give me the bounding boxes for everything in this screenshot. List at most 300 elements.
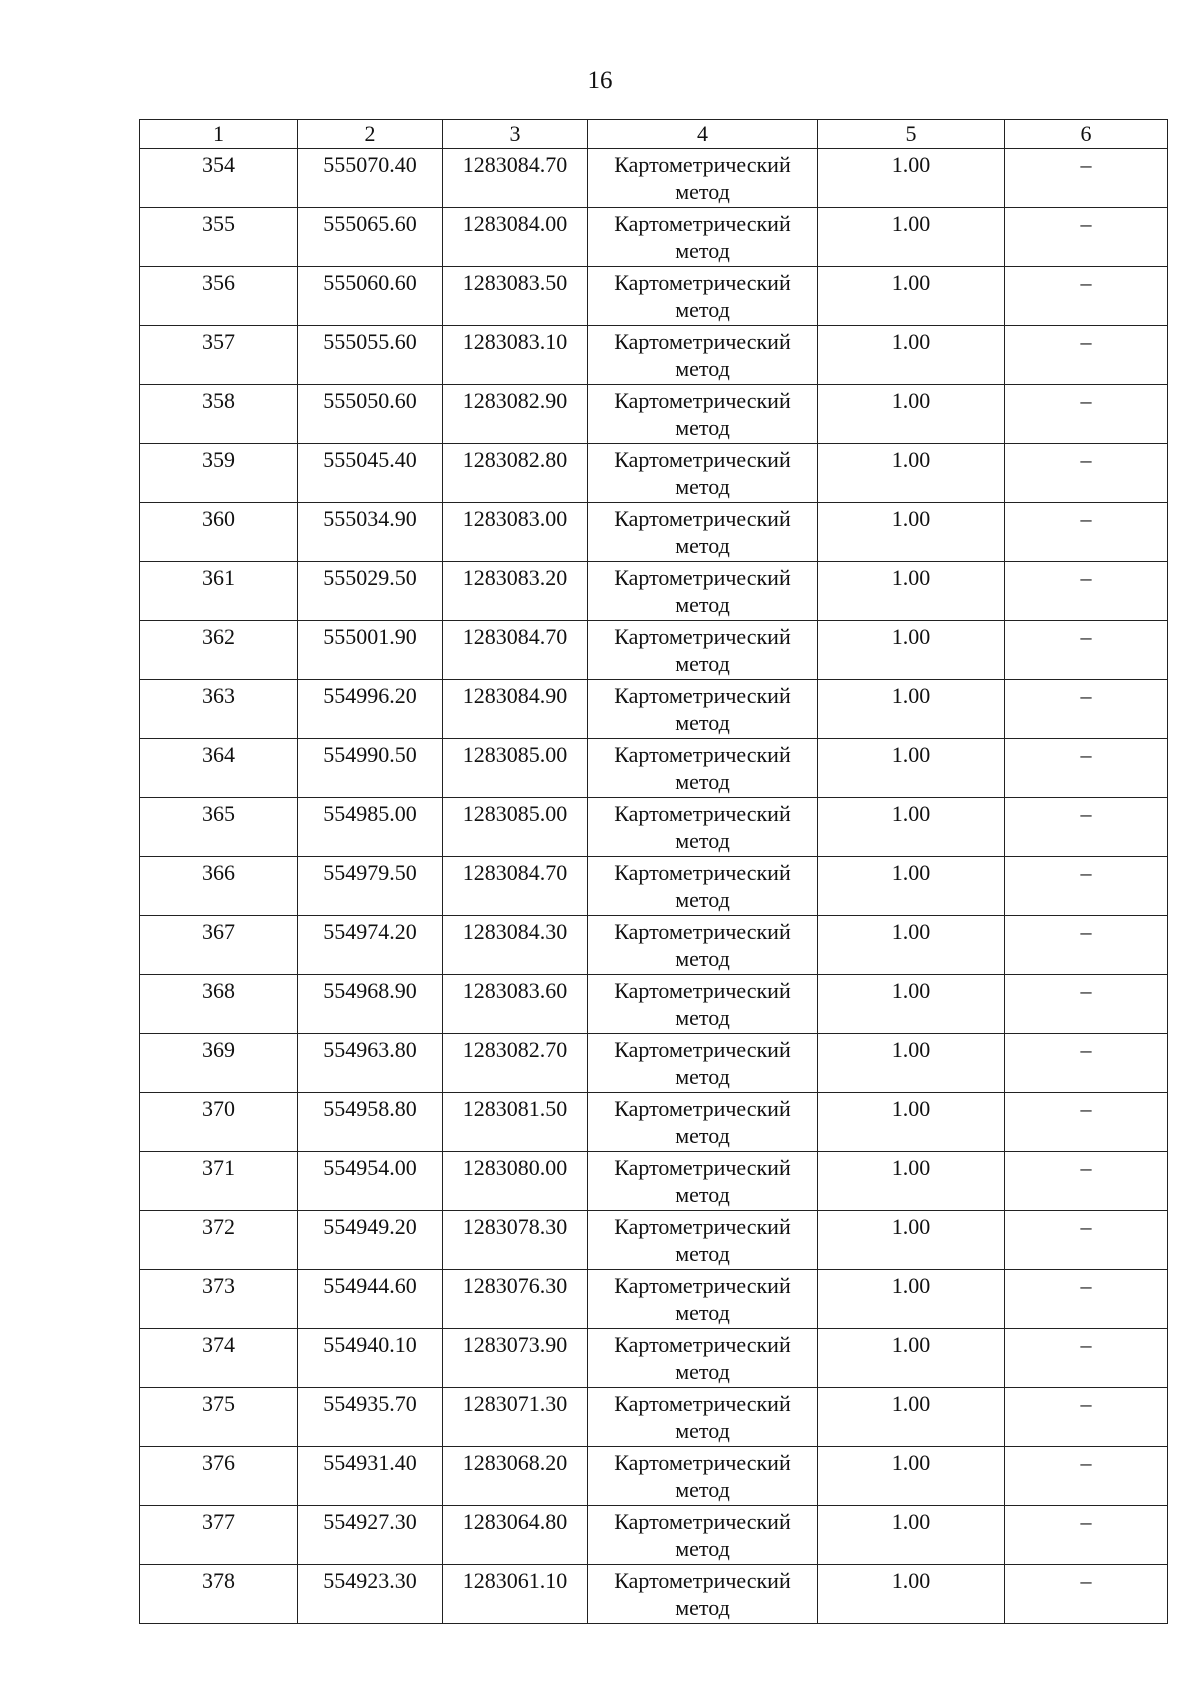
- x-coordinate-cell-text: 555050.60: [323, 388, 417, 413]
- note-cell-text: –: [1080, 565, 1092, 590]
- method-cell: [588, 1447, 818, 1506]
- method-cell-text: Картометрический метод: [614, 742, 791, 794]
- y-coordinate-cell-text: 1283084.00: [462, 211, 568, 236]
- x-coordinate-cell-text: 554968.90: [323, 978, 417, 1003]
- table-row: [140, 208, 1168, 267]
- note-cell: [1005, 1388, 1168, 1447]
- method-cell: [588, 149, 818, 208]
- note-cell: [1005, 267, 1168, 326]
- point-number-cell-text: 357: [202, 329, 235, 354]
- method-cell: [588, 1211, 818, 1270]
- y-coordinate-cell: [443, 1329, 588, 1388]
- x-coordinate-cell: [298, 1388, 443, 1447]
- method-cell-text: Картометрический метод: [614, 860, 791, 912]
- point-number-cell-text: 363: [202, 683, 235, 708]
- y-coordinate-cell-text: 1283076.30: [462, 1273, 568, 1298]
- note-cell-text: –: [1080, 801, 1092, 826]
- y-coordinate-cell: [443, 503, 588, 562]
- note-cell: [1005, 1565, 1168, 1624]
- accuracy-cell: [818, 149, 1005, 208]
- x-coordinate-cell: [298, 444, 443, 503]
- accuracy-cell-text: 1.00: [891, 919, 931, 944]
- method-cell-text: Картометрический метод: [614, 1391, 791, 1443]
- x-coordinate-cell-text: 554979.50: [323, 860, 417, 885]
- point-number-cell: [140, 739, 298, 798]
- y-coordinate-cell-text: 1283085.00: [462, 801, 568, 826]
- y-coordinate-cell: [443, 1506, 588, 1565]
- accuracy-cell-text: 1.00: [891, 1155, 931, 1180]
- method-cell: [588, 1034, 818, 1093]
- note-cell-text: –: [1080, 506, 1092, 531]
- point-number-cell: [140, 680, 298, 739]
- y-coordinate-cell: [443, 1270, 588, 1329]
- table-row: [140, 444, 1168, 503]
- accuracy-cell: [818, 1506, 1005, 1565]
- x-coordinate-cell-text: 554931.40: [323, 1450, 417, 1475]
- method-cell-text: Картометрический метод: [614, 801, 791, 853]
- table-row: [140, 1565, 1168, 1624]
- x-coordinate-cell: [298, 1093, 443, 1152]
- method-cell-text: Картометрический метод: [614, 565, 791, 617]
- x-coordinate-cell: [298, 680, 443, 739]
- x-coordinate-cell: [298, 1506, 443, 1565]
- method-cell: [588, 1388, 818, 1447]
- x-coordinate-cell-text: 554935.70: [323, 1391, 417, 1416]
- note-cell: [1005, 798, 1168, 857]
- x-coordinate-cell: [298, 1034, 443, 1093]
- accuracy-cell-text: 1.00: [891, 447, 931, 472]
- point-number-cell: [140, 798, 298, 857]
- accuracy-cell: [818, 1388, 1005, 1447]
- accuracy-cell-text: 1.00: [891, 742, 931, 767]
- method-cell-text: Картометрический метод: [614, 1568, 791, 1620]
- method-cell: [588, 621, 818, 680]
- point-number-cell: [140, 503, 298, 562]
- point-number-cell: [140, 326, 298, 385]
- point-number-cell: [140, 1388, 298, 1447]
- y-coordinate-cell-text: 1283084.70: [462, 624, 568, 649]
- y-coordinate-cell-text: 1283080.00: [462, 1155, 568, 1180]
- note-cell: [1005, 503, 1168, 562]
- y-coordinate-cell-text: 1283081.50: [462, 1096, 568, 1121]
- point-number-cell: [140, 444, 298, 503]
- point-number-cell-text: 377: [202, 1509, 235, 1534]
- accuracy-cell-text: 1.00: [891, 388, 931, 413]
- note-cell: [1005, 149, 1168, 208]
- y-coordinate-cell-text: 1283084.70: [462, 152, 568, 177]
- note-cell: [1005, 444, 1168, 503]
- x-coordinate-cell: [298, 916, 443, 975]
- table-row: [140, 326, 1168, 385]
- y-coordinate-cell-text: 1283064.80: [462, 1509, 568, 1534]
- method-cell-text: Картометрический метод: [614, 1450, 791, 1502]
- y-coordinate-cell: [443, 857, 588, 916]
- accuracy-cell: [818, 208, 1005, 267]
- y-coordinate-cell: [443, 208, 588, 267]
- accuracy-cell-text: 1.00: [891, 1037, 931, 1062]
- x-coordinate-cell-text: 555001.90: [323, 624, 417, 649]
- y-coordinate-cell-text: 1283083.60: [462, 978, 568, 1003]
- table-row: [140, 562, 1168, 621]
- accuracy-cell: [818, 798, 1005, 857]
- method-cell: [588, 975, 818, 1034]
- x-coordinate-cell-text: 554958.80: [323, 1096, 417, 1121]
- method-cell-text: Картометрический метод: [614, 919, 791, 971]
- accuracy-cell-text: 1.00: [891, 565, 931, 590]
- note-cell: [1005, 1447, 1168, 1506]
- note-cell: [1005, 562, 1168, 621]
- x-coordinate-cell: [298, 739, 443, 798]
- point-number-cell-text: 360: [202, 506, 235, 531]
- note-cell-text: –: [1080, 1096, 1092, 1121]
- point-number-cell-text: 366: [202, 860, 235, 885]
- point-number-cell-text: 378: [202, 1568, 235, 1593]
- table-row: [140, 503, 1168, 562]
- point-number-cell: [140, 562, 298, 621]
- y-coordinate-cell: [443, 326, 588, 385]
- y-coordinate-cell: [443, 1152, 588, 1211]
- y-coordinate-cell-text: 1283061.10: [462, 1568, 568, 1593]
- method-cell-text: Картометрический метод: [614, 388, 791, 440]
- accuracy-cell-text: 1.00: [891, 1509, 931, 1534]
- method-cell-text: Картометрический метод: [614, 329, 791, 381]
- column-header-6: 6: [1005, 120, 1168, 149]
- note-cell-text: –: [1080, 211, 1092, 236]
- method-cell-text: Картометрический метод: [614, 624, 791, 676]
- method-cell-text: Картометрический метод: [614, 152, 791, 204]
- x-coordinate-cell: [298, 149, 443, 208]
- x-coordinate-cell-text: 554927.30: [323, 1509, 417, 1534]
- x-coordinate-cell: [298, 208, 443, 267]
- table-row: [140, 1093, 1168, 1152]
- accuracy-cell-text: 1.00: [891, 801, 931, 826]
- table-row: [140, 1329, 1168, 1388]
- accuracy-cell: [818, 503, 1005, 562]
- x-coordinate-cell: [298, 857, 443, 916]
- point-number-cell-text: 364: [202, 742, 235, 767]
- method-cell-text: Картометрический метод: [614, 978, 791, 1030]
- y-coordinate-cell: [443, 1034, 588, 1093]
- point-number-cell: [140, 1506, 298, 1565]
- note-cell-text: –: [1080, 1273, 1092, 1298]
- point-number-cell-text: 362: [202, 624, 235, 649]
- note-cell: [1005, 916, 1168, 975]
- x-coordinate-cell-text: 554944.60: [323, 1273, 417, 1298]
- method-cell-text: Картометрический метод: [614, 1214, 791, 1266]
- method-cell: [588, 444, 818, 503]
- method-cell-text: Картометрический метод: [614, 447, 791, 499]
- table-row: [140, 857, 1168, 916]
- point-number-cell-text: 376: [202, 1450, 235, 1475]
- note-cell-text: –: [1080, 1450, 1092, 1475]
- note-cell: [1005, 326, 1168, 385]
- method-cell-text: Картометрический метод: [614, 270, 791, 322]
- x-coordinate-cell: [298, 326, 443, 385]
- point-number-cell-text: 361: [202, 565, 235, 590]
- accuracy-cell-text: 1.00: [891, 1450, 931, 1475]
- y-coordinate-cell-text: 1283083.10: [462, 329, 568, 354]
- method-cell: [588, 267, 818, 326]
- x-coordinate-cell-text: 554963.80: [323, 1037, 417, 1062]
- x-coordinate-cell: [298, 1270, 443, 1329]
- point-number-cell-text: 358: [202, 388, 235, 413]
- accuracy-cell: [818, 1211, 1005, 1270]
- note-cell: [1005, 1506, 1168, 1565]
- accuracy-cell: [818, 621, 1005, 680]
- x-coordinate-cell: [298, 385, 443, 444]
- y-coordinate-cell: [443, 621, 588, 680]
- note-cell-text: –: [1080, 1509, 1092, 1534]
- method-cell-text: Картометрический метод: [614, 1332, 791, 1384]
- point-number-cell: [140, 1152, 298, 1211]
- note-cell-text: –: [1080, 624, 1092, 649]
- point-number-cell: [140, 1211, 298, 1270]
- note-cell: [1005, 857, 1168, 916]
- table-row: [140, 1506, 1168, 1565]
- table-body: [140, 149, 1168, 1624]
- y-coordinate-cell-text: 1283083.50: [462, 270, 568, 295]
- y-coordinate-cell: [443, 267, 588, 326]
- note-cell: [1005, 1152, 1168, 1211]
- table-header: [140, 120, 1168, 149]
- note-cell-text: –: [1080, 1332, 1092, 1357]
- x-coordinate-cell: [298, 1565, 443, 1624]
- point-number-cell: [140, 385, 298, 444]
- accuracy-cell: [818, 385, 1005, 444]
- x-coordinate-cell-text: 554923.30: [323, 1568, 417, 1593]
- point-number-cell: [140, 1093, 298, 1152]
- accuracy-cell-text: 1.00: [891, 1568, 931, 1593]
- note-cell: [1005, 208, 1168, 267]
- point-number-cell-text: 359: [202, 447, 235, 472]
- method-cell-text: Картометрический метод: [614, 1037, 791, 1089]
- table-row: [140, 385, 1168, 444]
- point-number-cell: [140, 975, 298, 1034]
- method-cell: [588, 385, 818, 444]
- note-cell-text: –: [1080, 978, 1092, 1003]
- table-row: [140, 1152, 1168, 1211]
- x-coordinate-cell: [298, 267, 443, 326]
- x-coordinate-cell-text: 554985.00: [323, 801, 417, 826]
- x-coordinate-cell-text: 555055.60: [323, 329, 417, 354]
- accuracy-cell: [818, 562, 1005, 621]
- table-row: [140, 267, 1168, 326]
- table-row: [140, 621, 1168, 680]
- x-coordinate-cell-text: 554940.10: [323, 1332, 417, 1357]
- y-coordinate-cell: [443, 1565, 588, 1624]
- y-coordinate-cell-text: 1283083.00: [462, 506, 568, 531]
- method-cell: [588, 680, 818, 739]
- method-cell: [588, 739, 818, 798]
- method-cell-text: Картометрический метод: [614, 1273, 791, 1325]
- method-cell: [588, 1565, 818, 1624]
- accuracy-cell: [818, 444, 1005, 503]
- method-cell-text: Картометрический метод: [614, 683, 791, 735]
- y-coordinate-cell-text: 1283078.30: [462, 1214, 568, 1239]
- point-number-cell-text: 373: [202, 1273, 235, 1298]
- x-coordinate-cell: [298, 1329, 443, 1388]
- y-coordinate-cell: [443, 149, 588, 208]
- method-cell-text: Картометрический метод: [614, 211, 791, 263]
- x-coordinate-cell: [298, 562, 443, 621]
- method-cell: [588, 1152, 818, 1211]
- point-number-cell-text: 370: [202, 1096, 235, 1121]
- point-number-cell: [140, 1329, 298, 1388]
- x-coordinate-cell-text: 555029.50: [323, 565, 417, 590]
- point-number-cell: [140, 857, 298, 916]
- point-number-cell: [140, 621, 298, 680]
- accuracy-cell-text: 1.00: [891, 506, 931, 531]
- note-cell: [1005, 1093, 1168, 1152]
- y-coordinate-cell: [443, 1211, 588, 1270]
- x-coordinate-cell-text: 554954.00: [323, 1155, 417, 1180]
- note-cell-text: –: [1080, 1568, 1092, 1593]
- note-cell-text: –: [1080, 329, 1092, 354]
- x-coordinate-cell-text: 555060.60: [323, 270, 417, 295]
- note-cell-text: –: [1080, 1391, 1092, 1416]
- method-cell-text: Картометрический метод: [614, 1509, 791, 1561]
- y-coordinate-cell: [443, 1447, 588, 1506]
- column-header-1: 1: [140, 120, 298, 149]
- note-cell-text: –: [1080, 152, 1092, 177]
- method-cell-text: Картометрический метод: [614, 1155, 791, 1207]
- accuracy-cell-text: 1.00: [891, 1096, 931, 1121]
- note-cell: [1005, 1270, 1168, 1329]
- note-cell-text: –: [1080, 270, 1092, 295]
- y-coordinate-cell-text: 1283073.90: [462, 1332, 568, 1357]
- point-number-cell: [140, 1034, 298, 1093]
- accuracy-cell-text: 1.00: [891, 1391, 931, 1416]
- point-number-cell-text: 371: [202, 1155, 235, 1180]
- column-header-2: 2: [298, 120, 443, 149]
- accuracy-cell: [818, 739, 1005, 798]
- point-number-cell: [140, 1270, 298, 1329]
- y-coordinate-cell: [443, 975, 588, 1034]
- column-header-4: 4: [588, 120, 818, 149]
- accuracy-cell-text: 1.00: [891, 1214, 931, 1239]
- note-cell: [1005, 1329, 1168, 1388]
- method-cell: [588, 1329, 818, 1388]
- y-coordinate-cell: [443, 385, 588, 444]
- point-number-cell: [140, 1565, 298, 1624]
- point-number-cell-text: 374: [202, 1332, 235, 1357]
- point-number-cell-text: 355: [202, 211, 235, 236]
- table-row: [140, 1388, 1168, 1447]
- note-cell: [1005, 680, 1168, 739]
- method-cell: [588, 1093, 818, 1152]
- x-coordinate-cell: [298, 975, 443, 1034]
- x-coordinate-cell: [298, 503, 443, 562]
- x-coordinate-cell-text: 554996.20: [323, 683, 417, 708]
- accuracy-cell-text: 1.00: [891, 860, 931, 885]
- y-coordinate-cell-text: 1283082.70: [462, 1037, 568, 1062]
- header-row: [140, 120, 1168, 149]
- accuracy-cell: [818, 1270, 1005, 1329]
- y-coordinate-cell-text: 1283085.00: [462, 742, 568, 767]
- accuracy-cell: [818, 857, 1005, 916]
- method-cell: [588, 1506, 818, 1565]
- method-cell: [588, 798, 818, 857]
- note-cell-text: –: [1080, 1037, 1092, 1062]
- table-row: [140, 1270, 1168, 1329]
- accuracy-cell-text: 1.00: [891, 1332, 931, 1357]
- y-coordinate-cell-text: 1283084.90: [462, 683, 568, 708]
- y-coordinate-cell-text: 1283068.20: [462, 1450, 568, 1475]
- x-coordinate-cell: [298, 1152, 443, 1211]
- accuracy-cell: [818, 680, 1005, 739]
- accuracy-cell-text: 1.00: [891, 329, 931, 354]
- accuracy-cell: [818, 267, 1005, 326]
- y-coordinate-cell-text: 1283084.70: [462, 860, 568, 885]
- x-coordinate-cell-text: 555034.90: [323, 506, 417, 531]
- point-number-cell: [140, 267, 298, 326]
- y-coordinate-cell: [443, 798, 588, 857]
- method-cell: [588, 1270, 818, 1329]
- y-coordinate-cell: [443, 444, 588, 503]
- point-number-cell-text: 372: [202, 1214, 235, 1239]
- y-coordinate-cell-text: 1283082.90: [462, 388, 568, 413]
- method-cell: [588, 562, 818, 621]
- note-cell-text: –: [1080, 1155, 1092, 1180]
- accuracy-cell: [818, 1152, 1005, 1211]
- accuracy-cell: [818, 916, 1005, 975]
- point-number-cell: [140, 208, 298, 267]
- accuracy-cell: [818, 326, 1005, 385]
- accuracy-cell-text: 1.00: [891, 978, 931, 1003]
- accuracy-cell: [818, 1034, 1005, 1093]
- note-cell: [1005, 739, 1168, 798]
- point-number-cell-text: 369: [202, 1037, 235, 1062]
- point-number-cell-text: 365: [202, 801, 235, 826]
- column-header-5: 5: [818, 120, 1005, 149]
- table-row: [140, 739, 1168, 798]
- table-row: [140, 149, 1168, 208]
- accuracy-cell-text: 1.00: [891, 211, 931, 236]
- y-coordinate-cell: [443, 739, 588, 798]
- method-cell: [588, 503, 818, 562]
- note-cell: [1005, 975, 1168, 1034]
- point-number-cell-text: 356: [202, 270, 235, 295]
- accuracy-cell-text: 1.00: [891, 1273, 931, 1298]
- x-coordinate-cell: [298, 1447, 443, 1506]
- y-coordinate-cell: [443, 562, 588, 621]
- method-cell: [588, 208, 818, 267]
- method-cell: [588, 857, 818, 916]
- note-cell-text: –: [1080, 860, 1092, 885]
- y-coordinate-cell: [443, 1093, 588, 1152]
- point-number-cell-text: 354: [202, 152, 235, 177]
- note-cell-text: –: [1080, 919, 1092, 944]
- table-row: [140, 798, 1168, 857]
- accuracy-cell: [818, 1447, 1005, 1506]
- method-cell: [588, 326, 818, 385]
- table-row: [140, 680, 1168, 739]
- x-coordinate-cell-text: 554974.20: [323, 919, 417, 944]
- x-coordinate-cell-text: 554990.50: [323, 742, 417, 767]
- coordinates-table: [139, 119, 1168, 1624]
- note-cell-text: –: [1080, 388, 1092, 413]
- y-coordinate-cell-text: 1283071.30: [462, 1391, 568, 1416]
- page-number: 16: [587, 67, 613, 94]
- accuracy-cell: [818, 1329, 1005, 1388]
- method-cell-text: Картометрический метод: [614, 1096, 791, 1148]
- note-cell-text: –: [1080, 742, 1092, 767]
- x-coordinate-cell: [298, 1211, 443, 1270]
- point-number-cell: [140, 1447, 298, 1506]
- accuracy-cell: [818, 1565, 1005, 1624]
- x-coordinate-cell-text: 555045.40: [323, 447, 417, 472]
- accuracy-cell-text: 1.00: [891, 270, 931, 295]
